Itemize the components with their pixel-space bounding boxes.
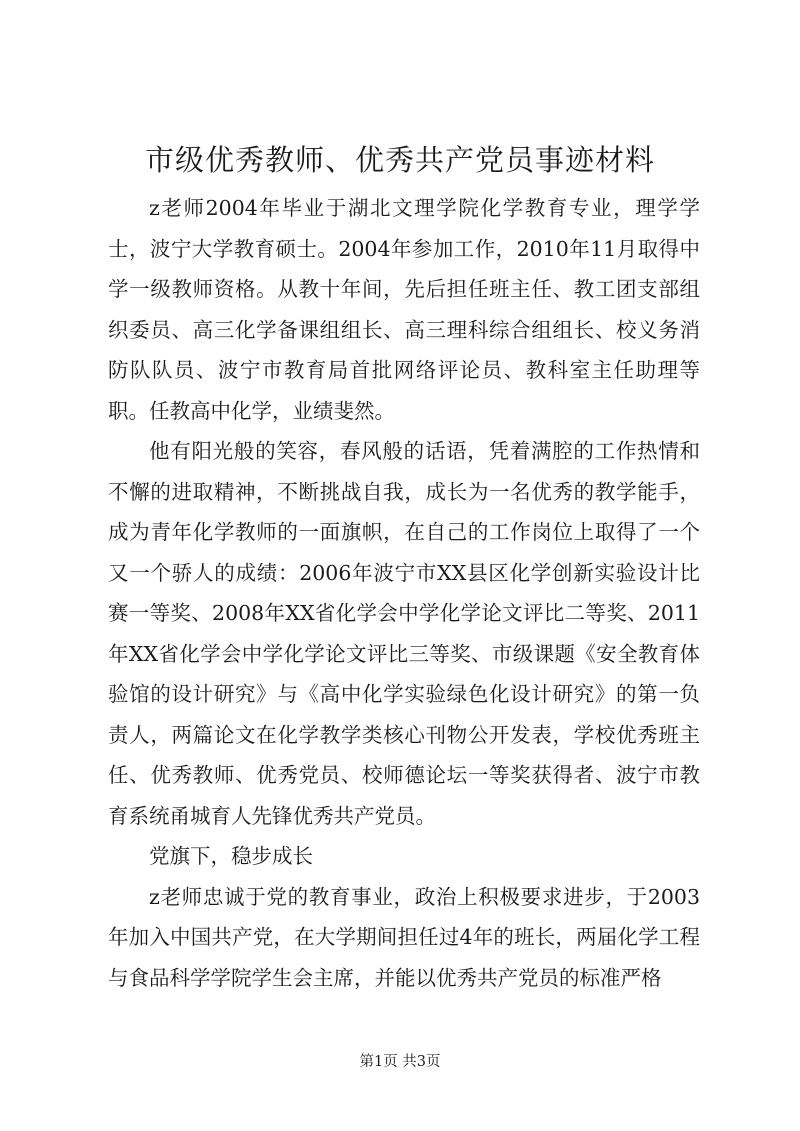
document-body xyxy=(108,188,700,998)
document-title: 市级优秀教师、优秀共产党员事迹材料 xyxy=(144,143,655,177)
paragraph-party: z老师忠诚于党的教育事业，政治上积极要求进步，于2003年加入中国共产党，在大学期间担任过4年的班长，两届化学工程与食品科学学院学生会主席，并能以优秀共产党员的标准严格 xyxy=(108,884,700,990)
section-heading: 党旗下，稳步成长 xyxy=(149,844,313,868)
paragraph-intro: z老师2004年毕业于湖北文理学院化学教育专业，理学学士，波宁大学教育硕士。2004年参加工作，2010年11月取得中学一级教师资格。从教十年间，先后担任班主任、教工团支部组织委员、高三化学备课组组长、高三理科综合组组长、校义务消防队队员、波宁市教育局首批网络评论员、教科室主任助理等职。任教高中化学，业绩斐然。 xyxy=(108,196,700,423)
page-footer: 第1页 共3页 xyxy=(359,1054,441,1070)
paragraph-achievements: 他有阳光般的笑容，春风般的话语，凭着满腔的工作热情和不懈的进取精神，不断挑战自我，成长为一名优秀的教学能手，成为青年化学教师的一面旗帜，在自己的工作岗位上取得了一个又一个骄人的成绩：2006年波宁市XX县区化学创新实验设计比赛一等奖、2008年XX省化学会中学化学论文评比二等奖、2011年XX省化学会中学化学论文评比三等奖、市级课题《安全教育体验馆的设计研究》与《高中化学实验绿色化设计研究》的第一负责人，两篇论文在化学教学类核心刊物公开发表，学校优秀班主任、优秀教师、优秀党员、校师德论坛一等奖获得者、波宁市教育系统甬城育人先锋优秀共产党员。 xyxy=(108,439,700,828)
